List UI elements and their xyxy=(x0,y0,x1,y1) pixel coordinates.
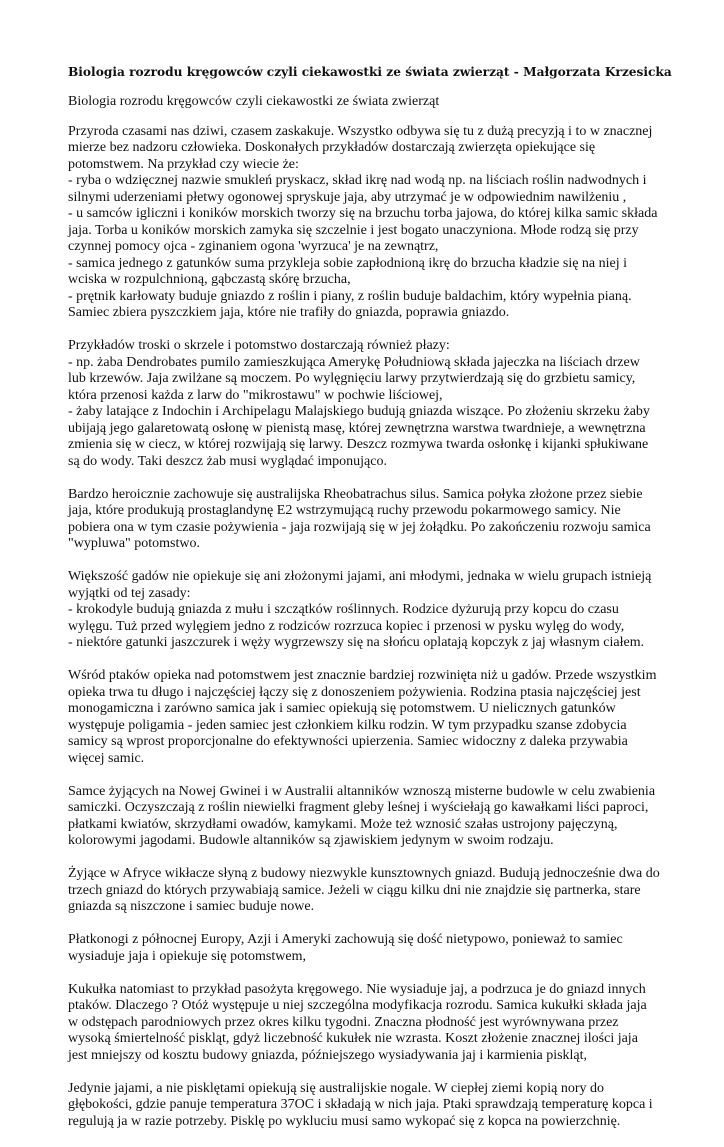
paragraph-cuckoo: Kukułka natomiast to przykład pasożyta kręgowego. Nie wysiaduje jaj, a podrzuca je do gniazd innych ptaków. Dlaczego ? Otóż występuje u niej szczególna modyfikacja rozrodu. Samica kukułki składa jaja w odstępach parodniowych przez okres kilku tygodni. Znaczna płodność jest wyrównywana przez wysoką śmiertelność piskląt, gdyż liczebność kukułek nie wzrasta. Koszt złożenie znacznej ilości jaja jest mniejszy od kosztu budowy gniazda, późniejszego wysiadywania jaj i karmienia piskląt, xyxy=(68,981,647,1063)
document-page xyxy=(68,64,672,1147)
paragraph-bowerbirds: Samce żyjących na Nowej Gwinei i w Australii altanników wznoszą misterne budowle w celu zwabienia samiczki. Oczyszczają z roślin niewielki fragment gleby leśnej i wyściełają go kawałkami liści paproci, płatkami kwiatów, skrzydłami owadów, kamykami. Może też wznosić szałas ustrojony pajęczyną, kolorowymi jagodami. Budowle altanników są zjawiskiem jedynym w swoim rodzaju. xyxy=(68,783,656,848)
paragraph-rheobatrachus: Bardzo heroicznie zachowuje się australijska Rheobatrachus silus. Samica połyka złożone przez siebie jaja, które produkują prostaglandynę E2 wstrzymującą ruchy przewodu pokarmowego samicy. Nie pobiera ona w tym czasie pożywienia - jaja rozwijają się w jej żołądku. Po zakończeniu rozwoju samica "wypluwa" potomstwo. xyxy=(68,486,651,551)
document-subtitle: Biologia rozrodu kręgowców czyli ciekawostki ze świata zwierząt xyxy=(68,94,440,109)
paragraph-birds: Wśród ptaków opieka nad potomstwem jest znacznie bardziej rozwinięta niż u gadów. Przede wszystkim opieka trwa tu długo i najczęściej łączy się z donoszeniem pożywienia. Rodzina ptasia najczęściej jest monogamiczna i zarówno samica jak i samiec opiekują się potomstwem. U nielicznych gatunków występuje poligamia - jeden samiec jest członkiem kilku rodzin. W tym przypadku szanse zdobycia samicy są wprost proporcjonalne do efektywności upierzenia. Samiec widoczny z daleka przywabia więcej samic. xyxy=(68,668,657,766)
paragraph-amphibians: Przykładów troski o skrzele i potomstwo dostarczają również płazy: - np. żaba Dendrobates pumilo zamieszkująca Amerykę Południową składa jajeczka na liściach drzew lub krzewów. Jaja zwilżane są moczem. Po wylęgnięciu larwy przytwierdzają się do grzbietu samicy, która przenosi każda z larw do "mikrostawu" w pochwie liściowej, - żaby latające z Indochin i Archipelagu Malajskiego budują gniazda wiszące. Po złożeniu skrzeku żaby ubijają jego galaretowatą osłonę w pienistą masę, której zewnętrzna warstwa twardnieje, a wewnętrzna zmienia się w ciecz, w której rozwijają się larwy. Deszcz rozmywa twarda osłonkę i kijanki spłukiwane są do wody. Taki deszcz żab musi wyglądać imponująco. xyxy=(68,338,650,469)
paragraph-weavers: Żyjące w Afryce wikłacze słyną z budowy niezwykle kunsztownych gniazd. Budują jednocześnie dwa do trzech gniazd do których przywabiają samice. Jeżeli w ciągu kilku dni nie znajdzie się partnerka, stare gniazda są niszczone i samiec buduje nowe. xyxy=(68,866,660,914)
paragraph-fish: Przyroda czasami nas dziwi, czasem zaskakuje. Wszystko odbywa się tu z dużą precyzją i to w znacznej mierze bez nadzoru człowieka. Doskonałych przykładów dostarczają zwierzęta opiekujące się potomstwem. Na przykład czy wiecie że: - ryba o wdzięcznej nazwie smukleń pryskacz, skład ikrę nad wodą np. na liściach roślin nadwodnych i silnymi uderzeniami płetwy ogonowej spryskuje jaja, aby utrzymać je w odpowiednim nawilżeniu , - u samców igliczni i koników morskich tworzy się na brzuchu torba jajowa, do której kilka samic składa jaja. Torba u koników morskich zamyka się szczelnie i jest bogato unaczyniona. Młode rodzą się przy czynnej pomocy ojca - zginaniem ogona 'wyrzuca' je na zewnątrz, - samica jednego z gatunków suma przykleja sobie zapłodnioną ikrę do brzucha kładzie się na niej i wciska w rozpulchnioną, gąbczastą skórę brzucha, - prętnik karłowaty buduje gniazdo z roślin i piany, z roślin buduje baldachim, który wypełnia pianą. Samiec zbiera pyszczkiem jaja, które nie trafiły do gniazda, poprawia gniazdo. xyxy=(68,123,658,320)
paragraph-megapodes: Jedynie jajami, a nie pisklętami opiekują się australijskie nogale. W ciepłej ziemi kopią nory do głębokości, gdzie panuje temperatura 37OC i składają w nich jaja. Ptaki sprawdzają temperaturę kopca i regulują ja w razie potrzeby. Pisklę po wykluciu musi samo wykopać się z kopca na powierzchnię. xyxy=(68,1080,653,1129)
paragraph-reptiles: Większość gadów nie opiekuje się ani złożonymi jajami, ani młodymi, jednaka w wielu grupach istnieją wyjątki od tej zasady: - krokodyle budują gniazda z mułu i szczątków roślinnych. Rodzice dyżurują przy kopcu do czasu wylęgu. Tuż przed wylęgiem jedno z rodziców rozrzuca kopiec i przenosi w pysku wylęg do wody, - niektóre gatunki jaszczurek i węży wygrzewszy się na słońcu oplatają kopczyk z jaj własnym ciałem. xyxy=(68,569,652,650)
document-title: Biologia rozrodu kręgowców czyli ciekawostki ze świata zwierząt - Małgorzata Krzesicka xyxy=(68,65,672,79)
paragraph-phalaropes: Płatkonogi z północnej Europy, Azji i Ameryki zachowują się dość nietypowo, ponieważ to samiec wysiaduje jaja i opiekuje się potomstwem, xyxy=(68,932,623,964)
